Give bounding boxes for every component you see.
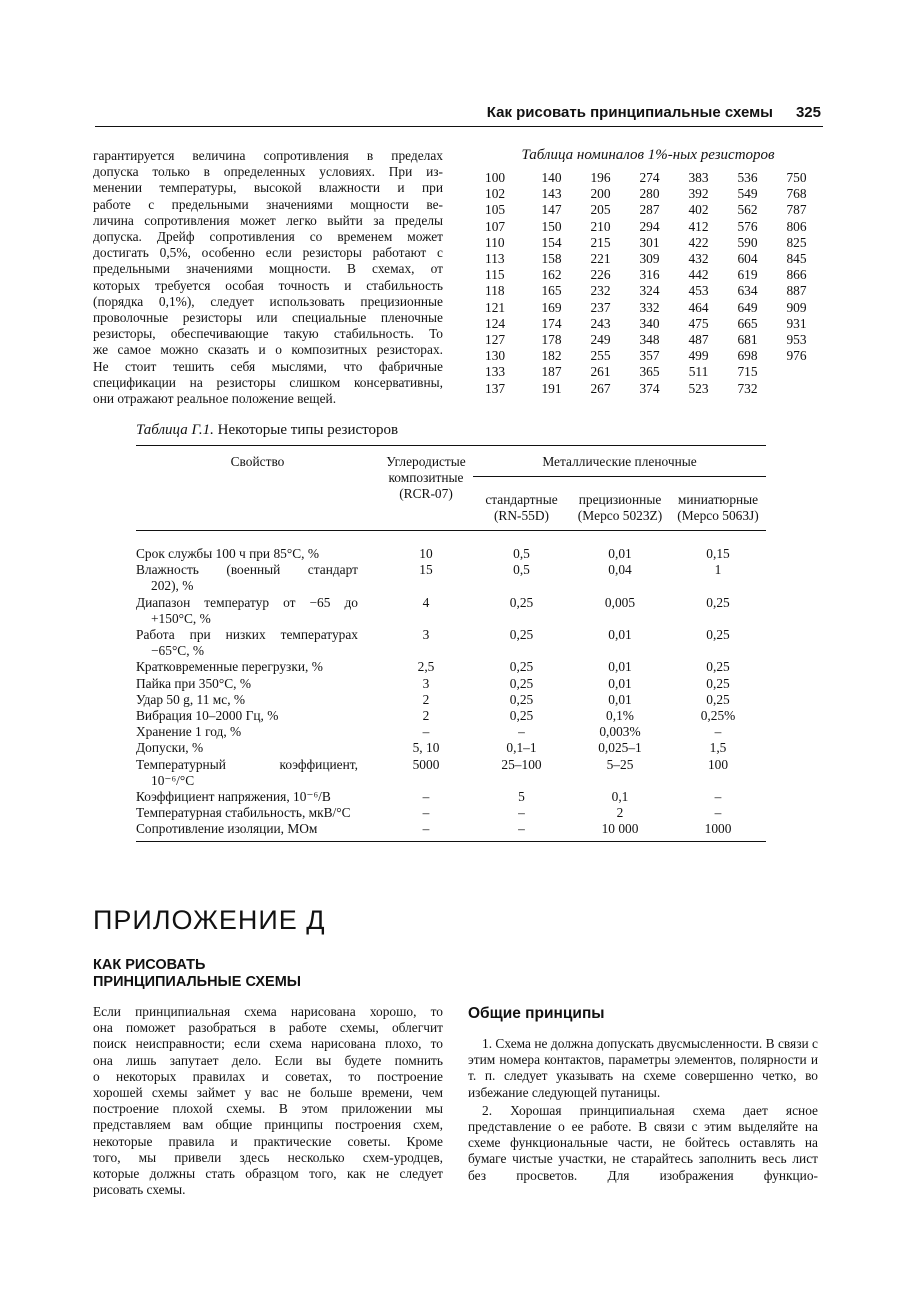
value-cell: 0,01 xyxy=(608,691,632,707)
property-line: Вибрация 10–2000 Гц, % xyxy=(136,708,279,724)
value-cell: 0,25% xyxy=(700,708,736,724)
table-cell: 365 xyxy=(639,364,660,380)
table-cell: 215 xyxy=(590,234,611,250)
table-cell: 118 xyxy=(485,283,505,299)
property-line: Температурная стабильность, мкВ/°C xyxy=(136,805,351,821)
text-line: предельными значениями мощности. В схемах, от xyxy=(93,261,443,277)
text-line: рисовать схемы. xyxy=(93,1182,186,1198)
property-line: Хранение 1 год, % xyxy=(136,724,242,740)
value-cell: 0,25 xyxy=(706,691,730,707)
value-cell: 0,25 xyxy=(509,691,534,707)
table-cell: 121 xyxy=(485,299,506,315)
table-cell: 324 xyxy=(639,283,660,299)
value-cell: 0,25 xyxy=(706,659,730,675)
value-cell: 10 xyxy=(419,546,433,561)
text-line: менении температуры, высокой влажности и при xyxy=(93,180,443,196)
text-line: (порядка 0,1%), следует использовать прецизионные xyxy=(93,293,443,309)
table-cell: 165 xyxy=(541,283,562,299)
property-cell xyxy=(136,740,379,756)
value-cell: 1000 xyxy=(670,821,766,841)
appendix-title: ПРИЛОЖЕНИЕ Д xyxy=(93,905,326,935)
property-cell xyxy=(136,821,379,841)
col-property: Свойство xyxy=(136,446,379,531)
property-cell xyxy=(136,659,379,675)
nominal-table-caption: Таблица номиналов 1%-ных резисторов xyxy=(521,147,775,163)
value-cell: – xyxy=(714,805,722,821)
table-cell: 187 xyxy=(541,364,562,380)
table-row xyxy=(136,757,766,789)
table-row xyxy=(136,659,766,675)
table-cell: 294 xyxy=(639,218,660,234)
table-cell: 750 xyxy=(786,170,807,185)
table-cell: 110 xyxy=(485,234,505,250)
table-cell: 102 xyxy=(485,186,506,202)
general-principles-heading: Общие принципы xyxy=(468,1005,605,1022)
text-line: она лишь запутает дело. Если вы будете помнить xyxy=(93,1052,443,1068)
value-cell: 4 xyxy=(422,594,430,610)
table-row xyxy=(470,332,821,348)
text-line: Если принципиальная схема нарисована хорошо, то xyxy=(93,1004,443,1019)
value-cell: 100 xyxy=(707,756,729,772)
table-cell: 332 xyxy=(639,299,660,315)
table-cell: 178 xyxy=(541,332,562,348)
table-row xyxy=(470,348,821,364)
table-row xyxy=(136,562,766,594)
property-line: Удар 50 g, 11 мс, % xyxy=(136,691,246,707)
text-line: спецификации на резисторы слишком консервативны, xyxy=(93,374,443,390)
table-cell: 845 xyxy=(786,251,807,267)
property-cell xyxy=(136,708,379,724)
value-cell: – xyxy=(422,805,430,821)
table-cell: 698 xyxy=(737,348,758,364)
table-cell: 200 xyxy=(590,186,611,202)
text-line: проволочные резисторы или специальные пленочные xyxy=(93,310,443,326)
table-row xyxy=(470,219,821,235)
table-row xyxy=(470,251,821,267)
text-line: работе с предельными значениями мощности ве- xyxy=(93,196,443,212)
table-cell: 261 xyxy=(590,364,611,380)
value-cell: – xyxy=(714,789,722,805)
table-cell: 442 xyxy=(688,267,709,283)
text-line: она поможет разобраться в работе схемы, облегчит xyxy=(93,1020,443,1036)
principle-item: 1. Схема не должна допускать двусмысленности. В связи с этим номера контактов, параметры элементов, полярности и т. п. следует указывать на схеме совершенно четко, во избежание следующей путаницы. xyxy=(468,1036,818,1100)
text-line: личина сопротивления может легко выйти за пределы xyxy=(93,212,443,228)
table-cell: 140 xyxy=(541,170,562,185)
table-cell: 210 xyxy=(590,218,611,234)
value-cell: – xyxy=(518,724,525,740)
table-row xyxy=(470,202,821,218)
property-cell xyxy=(136,562,379,594)
value-cell: – xyxy=(379,821,473,841)
table-cell: 976 xyxy=(786,348,807,364)
resistor-types-table xyxy=(136,445,766,842)
nominal-resistor-table xyxy=(470,170,821,397)
value-cell: – xyxy=(422,724,430,740)
table-cell: 412 xyxy=(688,218,709,234)
value-cell: 0,25 xyxy=(706,627,730,643)
table-cell: 787 xyxy=(786,202,807,218)
table-cell: 340 xyxy=(639,315,660,331)
table-row xyxy=(470,170,821,186)
value-cell: 5000 xyxy=(412,756,440,772)
table-cell xyxy=(772,381,821,397)
table-cell: 453 xyxy=(688,283,709,299)
table-cell: 115 xyxy=(485,267,505,283)
appendix-subtitle: КАК РИСОВАТЬ ПРИНЦИПИАЛЬНЫЕ СХЕМЫ xyxy=(93,957,301,990)
table-cell: 681 xyxy=(737,332,758,348)
table-cell: 150 xyxy=(541,218,562,234)
appendix-intro xyxy=(93,1004,443,1198)
table-cell: 619 xyxy=(737,267,758,283)
table-cell: 309 xyxy=(639,251,660,267)
table-cell: 422 xyxy=(688,234,709,250)
table-cell: 392 xyxy=(688,186,709,202)
property-cell xyxy=(136,627,379,659)
text-line: резисторы, обеспечивающие такую стабильность. То xyxy=(93,326,443,342)
table-cell: 887 xyxy=(786,283,807,299)
value-cell: 0,01 xyxy=(608,675,632,691)
table-row xyxy=(470,235,821,251)
table-cell: 205 xyxy=(590,202,611,218)
table-cell: 255 xyxy=(590,348,611,364)
table-cell: 562 xyxy=(737,202,758,218)
text-line: же самое можно сказать и о композитных резисторах. xyxy=(93,342,443,358)
value-cell: 2,5 xyxy=(417,659,435,675)
table-row xyxy=(136,789,766,805)
table-cell: 113 xyxy=(485,251,505,267)
property-cell xyxy=(136,676,379,692)
table-cell: 715 xyxy=(737,364,758,380)
property-line: Допуски, % xyxy=(136,740,204,756)
value-cell: 0,1% xyxy=(606,708,634,724)
text-line: построение плохой схемы. В этом приложении мы xyxy=(93,1101,443,1117)
value-cell: 5, 10 xyxy=(412,740,440,756)
table-row xyxy=(470,283,821,299)
value-cell: 0,15 xyxy=(706,546,730,561)
table-cell: 732 xyxy=(737,380,758,396)
table-cell: 866 xyxy=(786,267,807,283)
table-cell: 665 xyxy=(737,315,758,331)
table-cell: 243 xyxy=(590,315,611,331)
text-line: которые должны стать образцом того, как не следует xyxy=(93,1166,443,1182)
text-line: допуска только в определенных условиях. При из- xyxy=(93,164,443,180)
table-cell: 249 xyxy=(590,332,611,348)
table-cell: 127 xyxy=(485,332,506,348)
general-principles-body xyxy=(468,1036,818,1186)
property-cell xyxy=(136,595,379,627)
table-cell: 226 xyxy=(590,267,611,283)
value-cell: 5–25 xyxy=(606,756,634,772)
value-cell: 0,25 xyxy=(509,594,534,610)
table-cell: 162 xyxy=(541,267,562,283)
table-cell: 143 xyxy=(541,186,562,202)
table-cell: 237 xyxy=(590,299,611,315)
value-cell: 10 000 xyxy=(570,821,670,841)
table-row xyxy=(470,267,821,283)
table-cell: 154 xyxy=(541,234,562,250)
property-cell xyxy=(136,724,379,740)
table-cell: 487 xyxy=(688,332,709,348)
principle-item: 2. Хорошая принципиальная схема дает ясное представление о ее работе. В связи с этим выделяйте на схеме функциональные части, не бойтесь оставлять на бумаге чистые участки, не старайтесь заполнить весь лист без просветов. Для изображения функцио- xyxy=(468,1102,818,1183)
table-row xyxy=(136,692,766,708)
table-cell: 432 xyxy=(688,251,709,267)
table-cell: 523 xyxy=(688,380,709,396)
text-line: достигать 0,5%, особенно если резисторы работают с xyxy=(93,245,443,261)
table-cell: 105 xyxy=(485,202,506,218)
value-cell: 0,25 xyxy=(509,675,534,691)
value-cell: 25–100 xyxy=(501,756,542,772)
table-cell: 301 xyxy=(639,234,660,250)
value-cell: 0,25 xyxy=(706,594,730,610)
running-header xyxy=(95,102,823,127)
table-row xyxy=(136,724,766,740)
table-row xyxy=(136,740,766,756)
value-cell: 0,1–1 xyxy=(506,740,537,756)
property-line: Работа при низких температурах xyxy=(136,627,358,643)
table-cell: 576 xyxy=(737,218,758,234)
text-line: которых требуется особая точность и стабильность xyxy=(93,277,443,293)
value-cell: 0,04 xyxy=(608,562,632,578)
property-cell xyxy=(136,789,379,805)
value-cell: – xyxy=(473,821,570,841)
table-cell: 634 xyxy=(737,283,758,299)
table-cell: 511 xyxy=(688,364,709,380)
text-line: Не стоит тешить себя мыслями, что фабричные xyxy=(93,358,443,374)
table-cell: 267 xyxy=(590,380,611,396)
table-row xyxy=(136,676,766,692)
table-row xyxy=(136,805,766,821)
table-g1-label: Таблица Г.1. xyxy=(136,422,214,438)
table-g1-title: Некоторые типы резисторов xyxy=(217,422,399,438)
table-row xyxy=(136,531,766,563)
table-cell: 931 xyxy=(786,315,807,331)
table-cell: 232 xyxy=(590,283,611,299)
property-line: Пайка при 350°C, % xyxy=(136,675,251,691)
text-line: они отражают реальное положение вещей. xyxy=(93,391,337,407)
property-cell xyxy=(136,757,379,789)
table-cell: 107 xyxy=(485,218,506,234)
value-cell: – xyxy=(422,789,430,805)
value-cell: 0,01 xyxy=(608,546,632,561)
table-cell: 221 xyxy=(590,251,611,267)
text-line: поиск неисправности; если схема нарисована плохо, то xyxy=(93,1036,443,1052)
col-precision: прецизионные (Mepco 5023Z) xyxy=(570,477,670,531)
col-carbon: Углеродистые композитные (RCR-07) xyxy=(379,446,473,531)
table-cell: 191 xyxy=(541,380,562,396)
table-cell: 464 xyxy=(688,299,709,315)
table-cell: 604 xyxy=(737,251,758,267)
table-row xyxy=(136,595,766,627)
table-row xyxy=(470,364,821,380)
table-row xyxy=(470,300,821,316)
table-cell: 133 xyxy=(485,364,506,380)
table-cell: 536 xyxy=(737,170,758,185)
value-cell: 2 xyxy=(422,708,430,724)
table-cell: 147 xyxy=(541,202,562,218)
property-line: Сопротивление изоляции, МОм xyxy=(136,821,318,837)
table-cell: 649 xyxy=(737,299,758,315)
table-cell: 357 xyxy=(639,348,660,364)
value-cell: 0,25 xyxy=(706,675,730,691)
value-cell: 0,025–1 xyxy=(598,740,642,756)
table-cell: 316 xyxy=(639,267,660,283)
table-row xyxy=(470,316,821,332)
text-line: представляем вам общие принципы построения схем, xyxy=(93,1117,443,1133)
col-group-metal: Металлические пленочные xyxy=(473,446,766,477)
table-row xyxy=(470,381,821,397)
table-cell: 590 xyxy=(737,234,758,250)
value-cell: 2 xyxy=(616,805,624,821)
text-line: гарантируется величина сопротивления в пределах xyxy=(93,148,443,163)
table-cell: 768 xyxy=(786,186,807,202)
value-cell: 0,1 xyxy=(611,789,629,805)
table-row xyxy=(136,821,766,841)
table-cell: 137 xyxy=(485,380,506,396)
table-cell: 196 xyxy=(590,170,611,185)
col-miniature: миниатюрные (Mepco 5063J) xyxy=(670,477,766,531)
value-cell: 0,5 xyxy=(513,562,530,578)
table-g1-caption xyxy=(136,422,398,439)
value-cell: 0,25 xyxy=(509,708,534,724)
page-number: 325 xyxy=(795,104,821,121)
property-line: Коэффициент напряжения, 10⁻⁶/В xyxy=(136,789,331,805)
text-line: о некоторых правилах и советах, то построение xyxy=(93,1068,443,1084)
value-cell: 3 xyxy=(422,627,430,643)
value-cell: 5 xyxy=(518,789,525,805)
property-cell xyxy=(136,531,379,563)
text-line: хорошей схемы займет у вас не больше времени, чем xyxy=(93,1085,443,1101)
table-cell: 169 xyxy=(541,299,562,315)
value-cell: – xyxy=(518,805,525,821)
table-cell: 806 xyxy=(786,218,807,234)
table-cell xyxy=(772,364,821,380)
value-cell: 2 xyxy=(422,691,430,707)
table-cell: 402 xyxy=(688,202,709,218)
property-cell xyxy=(136,692,379,708)
property-line: Диапазон температур от −65 до xyxy=(136,594,358,610)
value-cell: 0,25 xyxy=(509,659,534,675)
table-cell: 549 xyxy=(737,186,758,202)
property-line: Температурный коэффициент, xyxy=(136,756,358,772)
table-row xyxy=(470,186,821,202)
property-line: Срок службы 100 ч при 85°C, % xyxy=(136,546,319,561)
text-line: некоторые правила и практические советы. Кроме xyxy=(93,1133,443,1149)
continued-paragraph xyxy=(93,148,443,407)
table-cell: 825 xyxy=(786,234,807,250)
table-cell: 348 xyxy=(639,332,660,348)
property-line: Влажность (военный стандарт xyxy=(136,562,358,578)
value-cell: 0,005 xyxy=(604,594,636,610)
property-line: 202), % xyxy=(151,578,194,594)
table-row xyxy=(136,627,766,659)
value-cell: 15 xyxy=(419,562,433,578)
text-line: допуска. Дрейф сопротивления со временем может xyxy=(93,229,443,245)
value-cell: 0,003% xyxy=(599,724,641,740)
table-cell: 909 xyxy=(786,299,807,315)
value-cell: 0,01 xyxy=(608,659,632,675)
property-line: 10⁻⁶/°C xyxy=(151,772,195,788)
text-line: того, мы привели здесь несколько схем-уродцев, xyxy=(93,1149,443,1165)
table-cell: 280 xyxy=(639,186,660,202)
table-row xyxy=(136,708,766,724)
value-cell: 0,5 xyxy=(513,546,530,561)
value-cell: 0,25 xyxy=(509,627,534,643)
running-title: Как рисовать принципиальные схемы xyxy=(486,104,773,121)
table-cell: 158 xyxy=(541,251,562,267)
property-line: +150°C, % xyxy=(151,610,211,626)
table-cell: 124 xyxy=(485,315,506,331)
property-line: Кратковременные перегрузки, % xyxy=(136,659,323,675)
property-line: −65°C, % xyxy=(151,643,205,659)
table-cell: 130 xyxy=(485,348,506,364)
property-cell xyxy=(136,805,379,821)
table-cell: 274 xyxy=(639,170,660,185)
value-cell: 3 xyxy=(422,675,430,691)
table-cell: 499 xyxy=(688,348,709,364)
table-cell: 374 xyxy=(639,380,660,396)
value-cell: 1,5 xyxy=(709,740,727,756)
table-cell: 174 xyxy=(541,315,562,331)
value-cell: 1 xyxy=(714,562,722,578)
table-cell: 383 xyxy=(688,170,709,185)
table-cell: 182 xyxy=(541,348,562,364)
table-cell: 953 xyxy=(786,332,807,348)
value-cell: 0,01 xyxy=(608,627,632,643)
col-standard: стандартные (RN-55D) xyxy=(473,477,570,531)
value-cell: – xyxy=(714,724,722,740)
table-cell: 287 xyxy=(639,202,660,218)
table-cell: 100 xyxy=(485,170,506,185)
table-cell: 475 xyxy=(688,315,709,331)
